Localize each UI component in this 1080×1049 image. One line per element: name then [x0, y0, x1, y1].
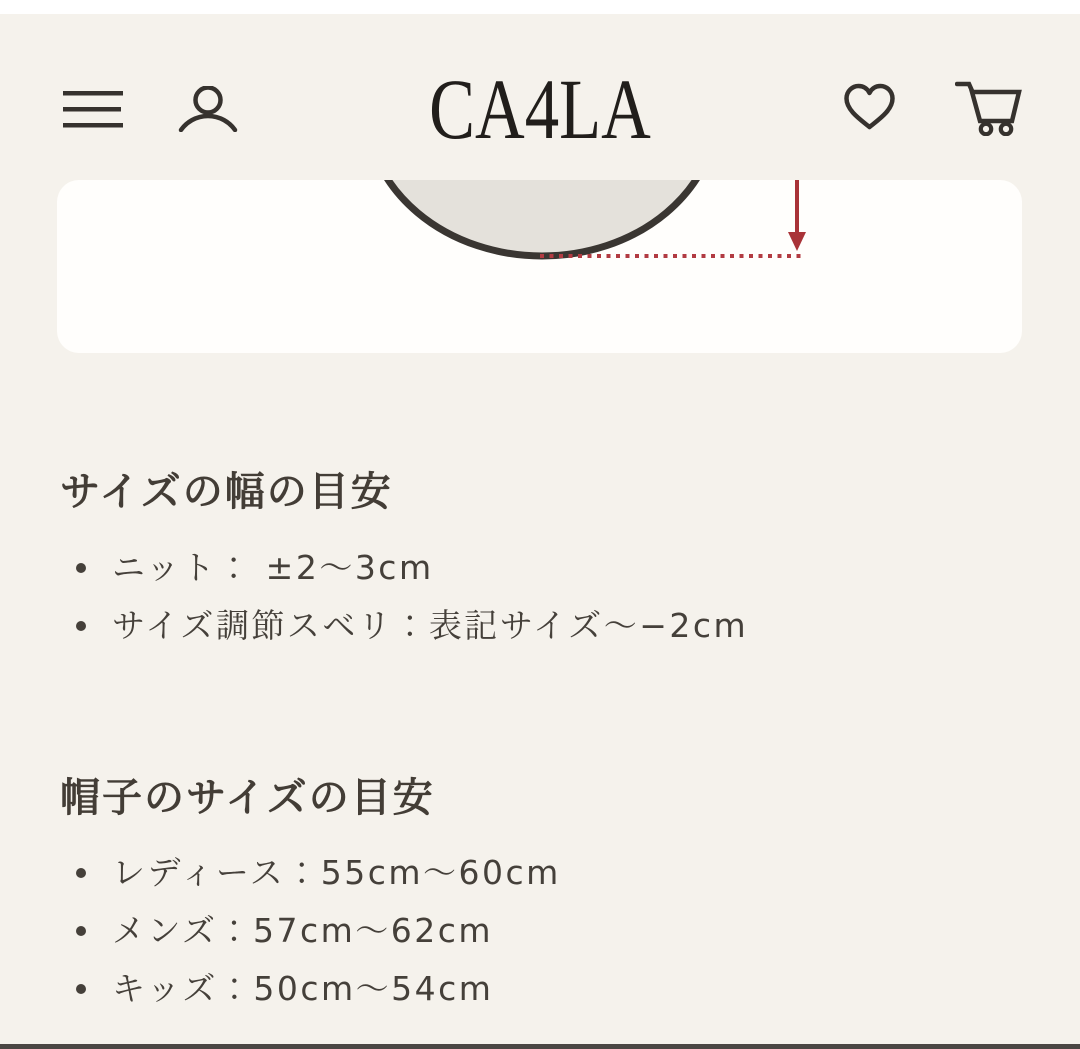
app-header: [0, 14, 1080, 180]
bullet-icon: [76, 926, 86, 936]
hat-silhouette: [366, 180, 718, 256]
bullet-icon: [76, 984, 86, 994]
size-guide-image: [57, 180, 1022, 353]
bullet-icon: [76, 563, 86, 573]
list-item-text: レディース：55cm～60cm: [112, 853, 561, 892]
cart-icon: [955, 79, 1022, 136]
section-heading-hat-sizes: 帽子のサイズの目安: [60, 775, 435, 821]
footer-bar: [0, 1044, 1080, 1049]
wishlist-button[interactable]: [843, 83, 896, 132]
list-item-text: キッズ：50cm～54cm: [112, 969, 494, 1008]
list-item-text: メンズ：57cm～62cm: [112, 911, 494, 950]
measure-arrow-head: [788, 232, 806, 251]
top-strip: [0, 0, 1080, 14]
list-item-text: サイズ調節スベリ：表記サイズ～−2cm: [112, 606, 749, 645]
bullet-icon: [76, 868, 86, 878]
brand-logo[interactable]: CA4LA: [429, 61, 651, 157]
bullet-icon: [76, 621, 86, 631]
cart-button[interactable]: [955, 79, 1022, 136]
section-heading-size-range: サイズの幅の目安: [60, 469, 393, 515]
list-item-text: ニット： ±2～3cm: [112, 548, 434, 587]
heart-icon: [843, 83, 896, 132]
